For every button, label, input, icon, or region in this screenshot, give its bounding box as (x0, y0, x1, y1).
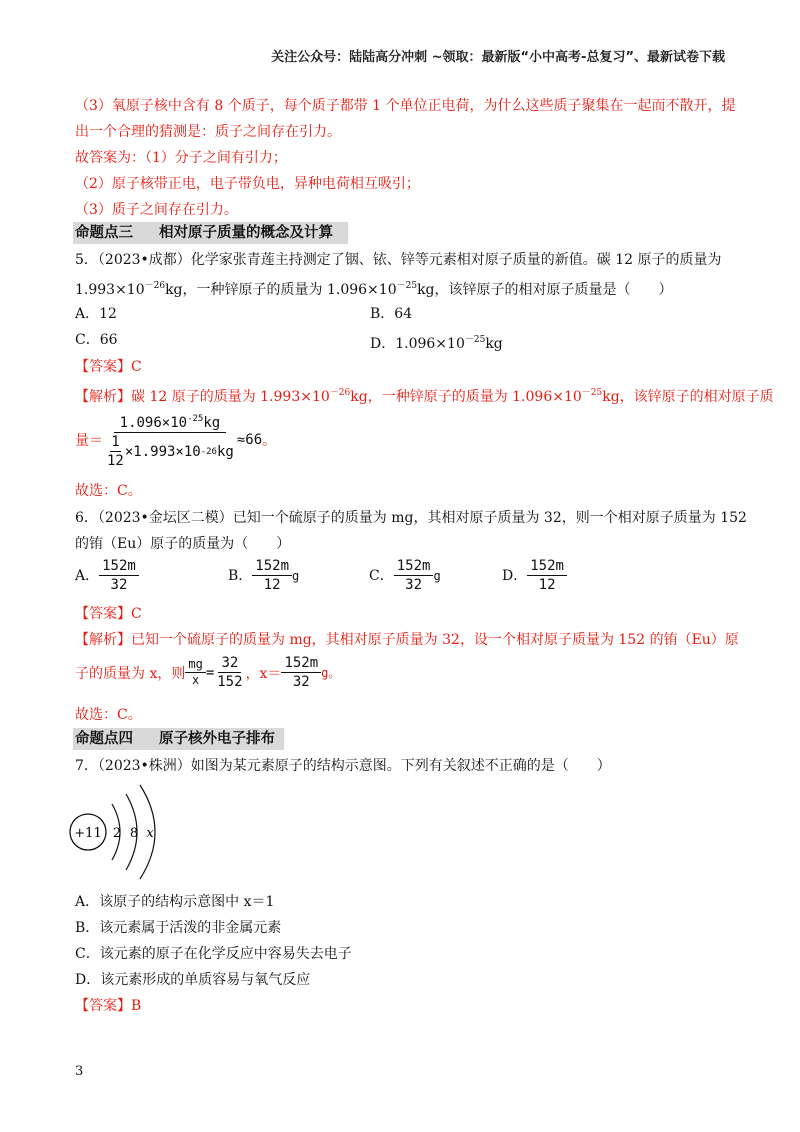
q5-answer: 【答案】C (75, 359, 142, 375)
q5-stem-line1: 5．（2023•成都）化学家张青莲主持测定了铟、铱、锌等元素相对原子质量的新值。碳 12 原子的质量为 (75, 252, 722, 268)
q5-option-d: D．$1.096\times 10^{-25}kg$ (370, 335, 503, 352)
shell2-electrons: 8 (129, 826, 139, 841)
q5-analysis-line1: 【解析】碳 12 原子的质量为 $1.993\times 10^{-26}kg$，一种锌原子的质量为 $1.096\times 10^{-25}kg$，该锌原子的相对原子质 (75, 388, 774, 405)
q6-answer: 【答案】C (75, 606, 142, 622)
shell3-electrons: x (146, 826, 154, 841)
q6-option-d: D． $\frac{152m}{12}$ (502, 557, 567, 594)
q4-part3-line1: （3）氧原子核中含有 8 个质子，每个质子都带 1 个单位正电荷，为什么这些质子聚集在一起而不散开，提 (75, 98, 736, 114)
q6-option-b: B． $\frac{152m}{12}$ g (228, 558, 300, 593)
section-heading-3 (73, 222, 348, 244)
relative-mass-fraction: $1.096\times 10^{-25}kg$ $\frac{1}{12}$ ×1.993×10 -26 kg (103, 410, 237, 470)
q6-option-a: A． $\frac{152m}{32}$ (75, 557, 139, 594)
q5-stem-line2: $1.993\times 10^{-26}kg$，一种锌原子的质量为 $1.096\times 10^{-25}kg$，该锌原子的相对原子质量是（ ） (75, 281, 673, 298)
nucleus-charge: +11 (74, 826, 102, 841)
q7-option-d: D．该元素形成的单质容易与氧气反应 (75, 972, 311, 988)
section-title: 原子核外电子排布 (159, 731, 275, 747)
shell1-electrons: 2 (112, 826, 122, 841)
q7-answer: 【答案】B (75, 998, 142, 1014)
q7-stem: 7．（2023•株洲）如图为某元素原子的结构示意图。下列有关叙述不正确的是（ ） (75, 758, 611, 774)
q5-option-b: B．64 (370, 306, 413, 322)
q6-stem-line1: 6．（2023•金坛区二模）已知一个硫原子的质量为 mg，其相对原子质量为 32，则一个相对原子质量为 152 (75, 510, 747, 526)
q6-conclusion: 故选：C。 (75, 707, 142, 723)
atomic-structure-diagram (66, 780, 176, 886)
q4-answer-2: （2）原子核带正电，电子带负电，异种电荷相互吸引； (75, 176, 420, 192)
section-number: 命题点四 (75, 731, 133, 747)
q7-option-a: A．该原子的结构示意图中 x＝1 (75, 894, 275, 910)
section-number: 命题点三 (75, 225, 133, 241)
q6-stem-line2: 的铕（Eu）原子的质量为（ ） (75, 536, 291, 552)
section-heading-4 (73, 728, 284, 750)
page-header: 关注公众号：陆陆高分冲刺 ~领取：最新版“小中高考-总复习”、最新试卷下载 (271, 50, 725, 65)
q7-option-b: B．该元素属于活泼的非金属元素 (75, 920, 282, 936)
q6-analysis-line1: 【解析】已知一个硫原子的质量为 mg，其相对原子质量为 32，设一个相对原子质量为 152 的铕（Eu）原 (75, 632, 739, 648)
page-number: 3 (75, 1064, 84, 1079)
section-title: 相对原子质量的概念及计算 (159, 225, 333, 241)
q4-answer-3: （3）质子之间存在引力。 (75, 202, 238, 218)
q6-option-c: C． $\frac{152m}{32}$ g (369, 558, 441, 593)
q5-conclusion: 故选：C。 (75, 483, 142, 499)
q4-part3-line2: 出一个合理的猜测是：质子之间存在引力。 (75, 124, 341, 140)
q4-answer-intro: 故答案为：（1）分子之间有引力； (75, 150, 287, 166)
q5-analysis-formula: 量＝ $1.096\times 10^{-25}kg$ $\frac{1}{12}$ ×1.993×10 -26 kg ≈66 。 (75, 410, 276, 470)
q6-analysis-formula: 子的质量为 x，则 $\frac{mg}{x}$ = $\frac{32}{152}$ ，x＝ $\frac{152m}{32}$ g。 (75, 655, 341, 690)
q7-option-c: C．该元素的原子在化学反应中容易失去电子 (75, 946, 352, 962)
q5-option-a: A．12 (75, 306, 117, 322)
q5-option-c: C．66 (75, 332, 118, 348)
